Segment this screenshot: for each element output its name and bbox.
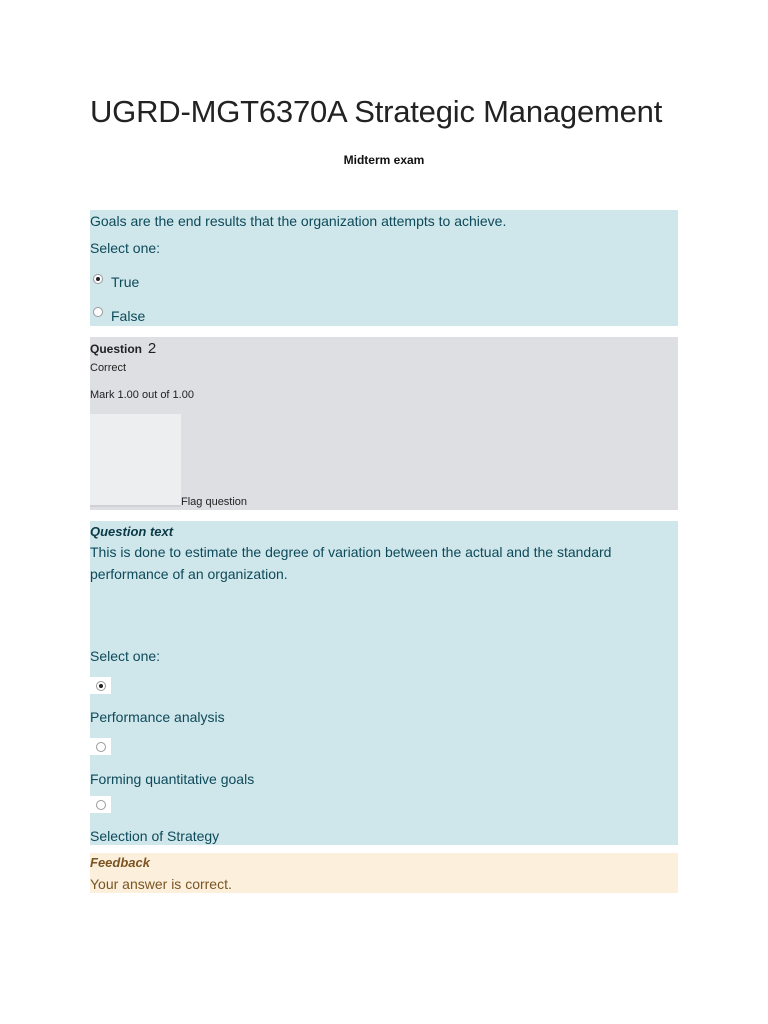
question-text-heading: Question text bbox=[90, 524, 174, 539]
radio-forming-quantitative-goals[interactable] bbox=[96, 742, 106, 752]
feedback-text: Your answer is correct. bbox=[90, 876, 232, 892]
option-performance-analysis-radio-box[interactable] bbox=[90, 677, 111, 694]
question-word: Question bbox=[90, 342, 143, 356]
flag-icon[interactable] bbox=[90, 414, 181, 507]
option-true-label[interactable]: True bbox=[111, 274, 140, 290]
page-title: UGRD-MGT6370A Strategic Management bbox=[90, 94, 663, 129]
flag-question-link[interactable]: Flag question bbox=[181, 496, 248, 508]
page-subtitle: Midterm exam bbox=[343, 153, 425, 167]
question-1-text: Goals are the end results that the organization attempts to achieve. bbox=[90, 213, 507, 229]
question-number bbox=[90, 340, 156, 357]
feedback-heading: Feedback bbox=[90, 855, 150, 870]
question-mark: Mark 1.00 out of 1.00 bbox=[90, 389, 194, 401]
option-forming-quantitative-goals-radio-box[interactable] bbox=[90, 738, 111, 755]
question-1-select-label: Select one: bbox=[90, 240, 161, 256]
radio-selection-of-strategy[interactable] bbox=[96, 800, 106, 810]
question-2-text-line-1: This is done to estimate the degree of variation between the actual and the standard bbox=[90, 544, 612, 560]
question-2-block bbox=[90, 521, 678, 845]
option-forming-quantitative-goals-label[interactable]: Forming quantitative goals bbox=[90, 771, 255, 787]
radio-performance-analysis[interactable] bbox=[96, 681, 106, 691]
option-selection-of-strategy-radio-box[interactable] bbox=[90, 796, 111, 813]
question-2-select-label: Select one: bbox=[90, 648, 161, 664]
option-false-label[interactable]: False bbox=[111, 308, 146, 324]
question-status: Correct bbox=[90, 362, 127, 374]
radio-true[interactable] bbox=[93, 274, 103, 284]
question-1-block bbox=[90, 210, 678, 326]
feedback-block bbox=[90, 853, 678, 893]
question-2-text-line-2: performance of an organization. bbox=[90, 566, 288, 582]
question-2-info-block bbox=[90, 337, 678, 510]
option-selection-of-strategy-label[interactable]: Selection of Strategy bbox=[90, 828, 220, 844]
option-performance-analysis-label[interactable]: Performance analysis bbox=[90, 709, 225, 725]
question-number-value: 2 bbox=[147, 340, 157, 357]
radio-false[interactable] bbox=[93, 307, 103, 317]
